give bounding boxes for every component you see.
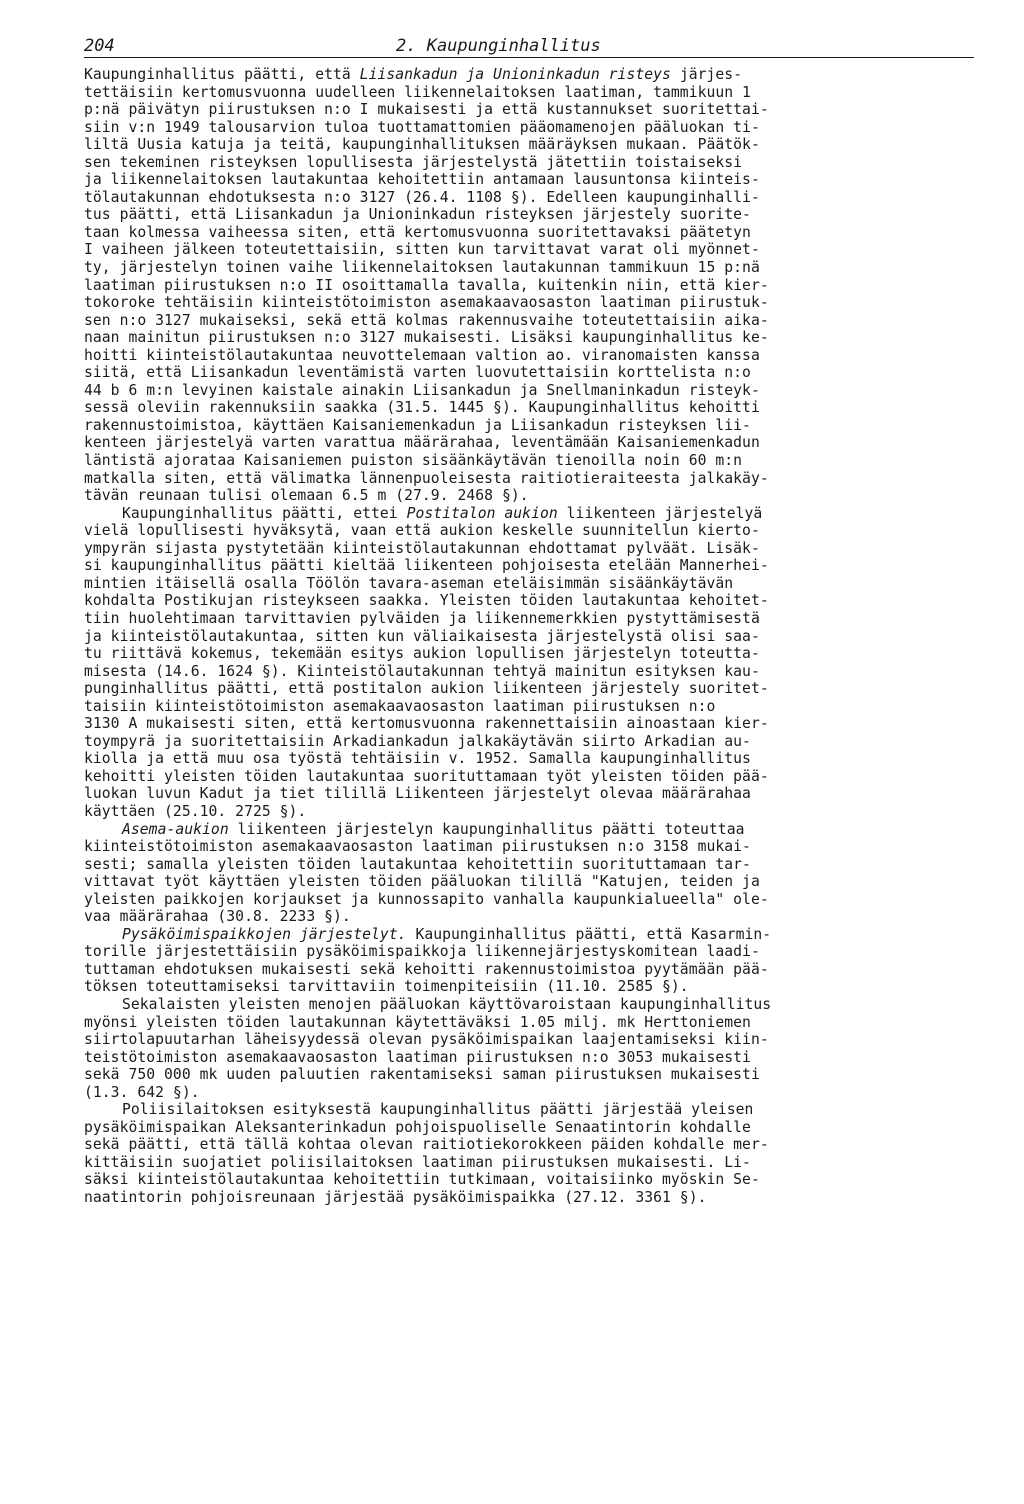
text-line: [84, 329, 974, 347]
line-text: naan mainitun piirustuksen n:o 3127 mukaisesti. Lisäksi kaupunginhallitus ke-: [84, 329, 769, 347]
line-text-rest: järjes-: [670, 66, 743, 83]
line-text: 3130 A mukaisesti siten, että kertomusvuonna rakennettaisiin ainoastaan kier-: [84, 715, 769, 733]
text-line: [84, 873, 974, 891]
text-line: [84, 487, 974, 505]
line-text: läntistä ajorataa Kaisaniemen puiston sisäänkäytävän tienoilla noin 60 m:n: [84, 452, 743, 470]
text-line: [84, 750, 974, 768]
line-text: punginhallitus päätti, että postitalon aukion liikenteen järjestely suoritet-: [84, 680, 769, 698]
text-line: [84, 382, 974, 400]
line-text: sekä päätti, että tällä kohtaa olevan raitiotiekorokkeen päiden kohdalle mer-: [84, 1136, 769, 1154]
line-text: tus päätti, että Liisankadun ja Unioninkadun risteyksen järjestely suorite-: [84, 206, 751, 224]
text-line: [84, 856, 974, 874]
line-text-rest: Kaupunginhallitus päätti, että Kasarmin-: [406, 925, 772, 943]
line-text: rakennustoimistoa, käyttäen Kaisaniemenkadun ja Liisankadun risteyksen lii-: [84, 416, 751, 434]
line-text-rest: liikenteen järjestelyä: [557, 504, 763, 522]
text-line: [84, 1136, 974, 1154]
line-text: teistötoimiston asemakaavaosaston laatiman piirustuksen n:o 3053 mukaisesti: [84, 1048, 751, 1066]
line-text: misesta (14.6. 1624 §). Kiinteistölautakunnan tehtyä mainitun esityksen kau-: [84, 662, 760, 680]
italic-topic: Pysäköimispaikkojen järjestelyt.: [122, 925, 407, 943]
text-line: [84, 610, 974, 628]
line-text: ympyrän sijasta pystytetään kiinteistölautakunnan ehdottamat pylväät. Lisäk-: [84, 539, 760, 557]
line-text: yleisten paikkojen korjaukset ja kunnossapito vanhalla kaupunkialueella" ole-: [84, 890, 769, 908]
text-line: [84, 768, 974, 786]
line-text: siirtolapuutarhan läheisyydessä olevan pysäköimispaikan laajentamiseksi kiin-: [84, 1031, 769, 1049]
line-text: tuttaman ehdotuksen mukaisesti sekä kehoitti rakennustoimistoa pyytämään pää-: [84, 960, 769, 978]
line-text: tettäisiin kertomusvuonna uudelleen liikennelaitoksen laatiman, tammikuun 1: [84, 83, 751, 101]
text-line: [84, 241, 974, 259]
line-text: liltä Uusia katuja ja teitä, kaupunginhallituksen määräyksen mukaan. Päätök-: [84, 136, 760, 154]
text-line: [84, 540, 974, 558]
line-text: mintien itäisellä osalla Töölön tavara-aseman eteläisimmän sisäänkäytävän: [84, 574, 734, 592]
line-text: si kaupunginhallitus päätti kieltää liikenteen pohjoisesta etelään Mannerhei-: [84, 557, 769, 575]
line-text: tiin huolehtimaan tarvittavien pylväiden ja liikennemerkkien pystyttämisestä: [84, 609, 760, 627]
text-line: [84, 908, 974, 926]
text-line: [84, 224, 974, 242]
text-line: [84, 996, 974, 1014]
line-text: tokoroke tehtäisiin kiinteistötoimiston asemakaavaosaston laatiman piirustuk-: [84, 294, 769, 312]
text-line: [84, 715, 974, 733]
text-line: [84, 698, 974, 716]
text-line: [84, 821, 974, 839]
text-line: [84, 154, 974, 172]
line-text: vittavat työt käyttäen yleisten töiden pääluokan tilillä "Katujen, teiden ja: [84, 873, 760, 891]
page-header: [84, 36, 974, 60]
line-text: kohdalta Postikujan risteykseen saakka. Yleisten töiden lautakuntaa kehoitet-: [84, 592, 769, 610]
line-text: sen n:o 3127 mukaiseksi, sekä että kolmas rakennusvaihe toteutettaisiin aika-: [84, 311, 769, 329]
line-text: Sekalaisten yleisten menojen pääluokan käyttövaroistaan kaupunginhallitus: [122, 995, 772, 1013]
text-line: [84, 452, 974, 470]
text-line: [84, 189, 974, 207]
text-line: [84, 312, 974, 330]
line-text: matkalla siten, että välimatka lännenpuoleisesta raitiotieraiteesta jalkakäy-: [84, 469, 769, 487]
line-text: säksi kiinteistölautakuntaa kehoitettiin tutkimaan, voitaisiinko myöskin Se-: [84, 1171, 760, 1189]
text-line: [84, 1031, 974, 1049]
line-text: tävän reunaan tulisi olemaan 6.5 m (27.9. 2468 §).: [84, 487, 529, 505]
text-line: [84, 1014, 974, 1032]
line-text: ty, järjestelyn toinen vaihe liikennelaitoksen lautakunnan tammikuun 15 p:nä: [84, 259, 760, 277]
line-text: 44 b 6 m:n levyinen kaistale ainakin Liisankadun ja Snellmaninkadun risteyk-: [84, 381, 760, 399]
line-text: kehoitti yleisten töiden lautakuntaa suorituttamaan työt yleisten töiden pää-: [84, 767, 769, 785]
text-line: [84, 1189, 974, 1207]
line-text: Kaupunginhallitus päätti, ettei: [122, 504, 407, 522]
running-title: 2. Kaupunginhallitus: [396, 36, 601, 56]
line-text: Kaupunginhallitus päätti, että: [84, 66, 360, 83]
text-line: [84, 505, 974, 523]
line-text: siitä, että Liisankadun leventämistä varten luovutettaisiin korttelista n:o: [84, 364, 751, 382]
text-line: [84, 1049, 974, 1067]
text-line: [84, 470, 974, 488]
line-text: naatintorin pohjoisreunaan järjestää pysäköimispaikka (27.12. 3361 §).: [84, 1189, 707, 1206]
text-line: [84, 575, 974, 593]
text-line: [84, 838, 974, 856]
text-line: [84, 294, 974, 312]
text-line: [84, 347, 974, 365]
text-line: [84, 663, 974, 681]
line-text: tölautakunnan ehdotuksesta n:o 3127 (26.4. 1108 §). Edelleen kaupunginhalli-: [84, 188, 760, 206]
line-text: ja kiinteistölautakuntaa, sitten kun väliaikaisesta järjestelystä olisi saa-: [84, 627, 760, 645]
line-text: vaa määrärahaa (30.8. 2233 §).: [84, 908, 351, 926]
text-line: [84, 66, 974, 84]
text-line: [84, 733, 974, 751]
line-text: sekä 750 000 mk uuden paluutien rakentamiseksi saman piirustuksen mukaisesti: [84, 1066, 760, 1084]
text-line: [84, 803, 974, 821]
line-text: sen tekeminen risteyksen lopullisesta järjestelystä jätettiin toistaiseksi: [84, 153, 743, 171]
line-text: toympyrä ja suoritettaisiin Arkadiankadun jalkakäytävän siirto Arkadian au-: [84, 732, 751, 750]
text-line: [84, 961, 974, 979]
line-text: pysäköimispaikan Aleksanterinkadun pohjoispuoliselle Senaatintorin kohdalle: [84, 1118, 751, 1136]
text-line: [84, 259, 974, 277]
text-line: [84, 206, 974, 224]
text-line: [84, 1101, 974, 1119]
text-line: [84, 926, 974, 944]
line-text: töksen toteuttamiseksi tarvittaviin toimenpiteisiin (11.10. 2585 §).: [84, 978, 689, 996]
text-line: [84, 364, 974, 382]
line-text-rest: liikenteen järjestelyn kaupunginhallitus päätti toteuttaa: [228, 820, 745, 838]
text-line: [84, 277, 974, 295]
line-text: sessä oleviin rakennuksiin saakka (31.5. 1445 §). Kaupunginhallitus kehoitti: [84, 399, 760, 417]
line-text: kiinteistötoimiston asemakaavaosaston laatiman piirustuksen n:o 3158 mukai-: [84, 838, 751, 856]
text-line: [84, 891, 974, 909]
text-line: [84, 1119, 974, 1137]
text-line: [84, 101, 974, 119]
line-text: torille järjestettäisiin pysäköimispaikkoja liikennejärjestyskomitean laadi-: [84, 943, 760, 961]
line-text: p:nä päivätyn piirustuksen n:o I mukaisesti ja että kustannukset suoritettai-: [84, 101, 769, 119]
line-text: tu riittävä kokemus, tekemään esitys aukion lopullisen järjestelyn toteutta-: [84, 645, 760, 663]
line-text: myönsi yleisten töiden lautakunnan käytettäväksi 1.05 milj. mk Herttoniemen: [84, 1013, 751, 1031]
text-line: [84, 1066, 974, 1084]
line-text: Poliisilaitoksen esityksestä kaupunginhallitus päätti järjestää yleisen: [122, 1101, 754, 1119]
header-rule: [84, 57, 974, 58]
text-line: [84, 785, 974, 803]
italic-topic: Postitalon aukion: [406, 504, 558, 522]
text-line: [84, 1171, 974, 1189]
italic-topic: Asema-aukion: [122, 820, 229, 838]
line-text: käyttäen (25.10. 2725 §).: [84, 802, 307, 820]
text-line: [84, 84, 974, 102]
text-line: [84, 978, 974, 996]
text-line: [84, 628, 974, 646]
line-text: I vaiheen jälkeen toteutettaisiin, sitten kun tarvittavat varat oli myönnet-: [84, 241, 760, 259]
text-line: [84, 592, 974, 610]
text-line: [84, 171, 974, 189]
line-text: taan kolmessa vaiheessa siten, että kertomusvuonna suoritettavaksi päätetyn: [84, 223, 751, 241]
line-text: (1.3. 642 §).: [84, 1083, 200, 1101]
line-text: taisiin kiinteistötoimiston asemakaavaosaston laatiman piirustuksen n:o: [84, 697, 716, 715]
text-line: [84, 434, 974, 452]
line-text: laatiman piirustuksen n:o II osoittamalla tavalla, kuitenkin niin, että kier-: [84, 276, 769, 294]
line-text: kittäisiin suojatiet poliisilaitoksen laatiman piirustuksen mukaisesti. Li-: [84, 1153, 751, 1171]
line-text: sesti; samalla yleisten töiden lautakuntaa kehoitettiin suorituttamaan tar-: [84, 855, 751, 873]
italic-topic: Liisankadun ja Unioninkadun risteys: [359, 66, 671, 83]
text-line: [84, 557, 974, 575]
line-text: kenteen järjestelyä varten varattua määrärahaa, leventämään Kaisaniemenkadun: [84, 434, 760, 452]
text-line: [84, 1084, 974, 1102]
line-text: hoitti kiinteistölautakuntaa neuvottelemaan valtion ao. viranomaisten kanssa: [84, 346, 760, 364]
text-line: [84, 1154, 974, 1172]
line-text: vielä lopullisesti hyväksytä, vaan että aukion keskelle suunnitellun kierto-: [84, 522, 760, 540]
text-line: [84, 417, 974, 435]
text-line: [84, 399, 974, 417]
text-line: [84, 680, 974, 698]
page-number: 204: [84, 36, 115, 56]
text-line: [84, 136, 974, 154]
line-text: ja liikennelaitoksen lautakuntaa kehoitettiin antamaan lausuntonsa kiinteis-: [84, 171, 760, 189]
line-text: kiolla ja että muu osa työstä tehtäisiin v. 1952. Samalla kaupunginhallitus: [84, 750, 751, 768]
text-line: [84, 645, 974, 663]
body-text: [84, 66, 974, 1207]
text-line: [84, 522, 974, 540]
text-line: [84, 119, 974, 137]
line-text: luokan luvun Kadut ja tiet tilillä Liikenteen järjestelyt olevaa määrärahaa: [84, 785, 751, 803]
line-text: siin v:n 1949 talousarvion tuloa tuottamattomien pääomamenojen pääluokan ti-: [84, 118, 760, 136]
text-line: [84, 943, 974, 961]
